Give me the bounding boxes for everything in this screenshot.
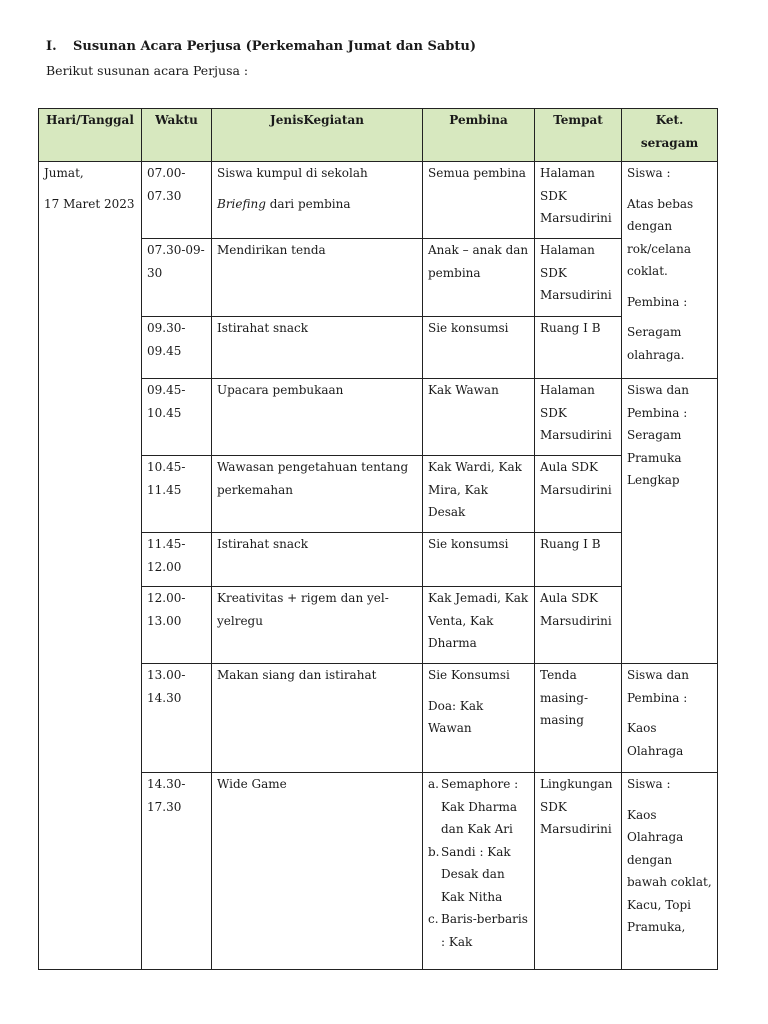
activity-text-2 [217,193,417,216]
pembina-cell: Kak Wawan [423,379,535,456]
header-tempat: Tempat [535,109,622,162]
time-cell: 10.45-11.45 [142,456,212,533]
time-cell: 07.30-09-30 [142,239,212,317]
pembina-cell [423,773,535,970]
list-marker: c. [428,912,439,926]
tempat-cell: Tenda masing-masing [535,664,622,773]
header-waktu: Waktu [142,109,212,162]
time-cell: 07.00-07.30 [142,162,212,239]
tempat-cell: Aula SDK Marsudirini [535,587,622,664]
activity-cell: Wawasan pengetahuan tentang perkemahan [212,456,423,533]
header-ket: Ket. seragam [622,109,718,162]
time-cell: 09.30-09.45 [142,317,212,379]
tempat-cell: Halaman SDK Marsudirini [535,162,622,239]
activity-cell [212,162,423,239]
ket-text: Siswa dan Pembina : [627,668,690,705]
header-pembina: Pembina [423,109,535,162]
pembina-cell: Semua pembina [423,162,535,239]
pembina-text-2: Doa: Kak Wawan [428,698,484,735]
list-item [428,908,529,953]
time-cell: 11.45-12.00 [142,533,212,587]
list-marker: a. [428,777,439,791]
list-item [428,773,529,841]
activity-cell: Upacara pembukaan [212,379,423,456]
table-header-row [39,109,718,162]
activity-cell: Makan siang dan istirahat [212,664,423,773]
tempat-cell: Halaman SDK Marsudirini [535,379,622,456]
ket-text: Seragam olahraga. [627,325,685,362]
list-item-text: Semaphore : Kak Dharma dan Kak Ari [441,777,519,836]
time-cell: 13.00-14.30 [142,664,212,773]
pembina-list [428,773,529,953]
tempat-cell: Halaman SDK Marsudirini [535,239,622,317]
time-cell: 12.00-13.00 [142,587,212,664]
pembina-cell: Sie konsumsi [423,317,535,379]
day-label: Jumat, [44,166,84,180]
tempat-cell: Ruang I B [535,317,622,379]
list-item-text: Baris-berbaris : Kak [441,912,528,949]
activity-rest: dari pembina [265,196,351,211]
section-title: Susunan Acara Perjusa (Perkemahan Jumat dan Sabtu) [73,39,476,54]
ket-text: Siswa : [627,777,671,791]
pembina-cell: Anak – anak dan pembina [423,239,535,317]
ket-text: Atas bebas dengan rok/celana coklat. [627,196,694,278]
activity-cell: Wide Game [212,773,423,970]
day-cell [39,162,142,970]
table-row [39,162,718,239]
ket-text: Kaos Olahraga dengan bawah coklat, Kacu, Topi Pramuka, [627,807,712,934]
ket-cell-4 [622,773,718,970]
time-cell: 14.30-17.30 [142,773,212,970]
section-heading [46,39,476,54]
activity-italic: Briefing [217,196,266,211]
tempat-cell: Aula SDK Marsudirini [535,456,622,533]
ket-text: Siswa : [627,166,671,180]
section-number: I. [46,39,57,54]
pembina-cell: Kak Wardi, Kak Mira, Kak Desak [423,456,535,533]
tempat-cell: Lingkungan SDK Marsudirini [535,773,622,970]
ket-cell-3 [622,664,718,773]
list-item-text: Sandi : Kak Desak dan Kak Nitha [441,844,511,904]
pembina-cell: Sie konsumsi [423,533,535,587]
header-kegiatan: JenisKegiatan [212,109,423,162]
ket-text: Pembina : [627,294,688,309]
pembina-cell: Kak Jemadi, Kak Venta, Kak Dharma [423,587,535,664]
activity-cell: Mendirikan tenda [212,239,423,317]
list-item [428,841,529,909]
activity-cell: Kreativitas + rigem dan yel-yelregu [212,587,423,664]
time-cell: 09.45-10.45 [142,379,212,456]
ket-text: Kaos Olahraga [627,721,684,758]
ket-cell-1 [622,162,718,379]
list-marker: b. [428,844,440,859]
activity-cell: Istirahat snack [212,533,423,587]
activity-text: Siswa kumpul di sekolah [217,166,368,180]
ket-cell-2: Siswa dan Pembina : Seragam Pramuka Lengkap [622,379,718,664]
pembina-cell [423,664,535,773]
schedule-table [38,108,718,970]
intro-text: Berikut susunan acara Perjusa : [46,63,249,78]
date-label: 17 Maret 2023 [44,196,135,211]
header-hari: Hari/Tanggal [39,109,142,162]
pembina-text: Sie Konsumsi [428,668,510,682]
activity-cell: Istirahat snack [212,317,423,379]
tempat-cell: Ruang I B [535,533,622,587]
